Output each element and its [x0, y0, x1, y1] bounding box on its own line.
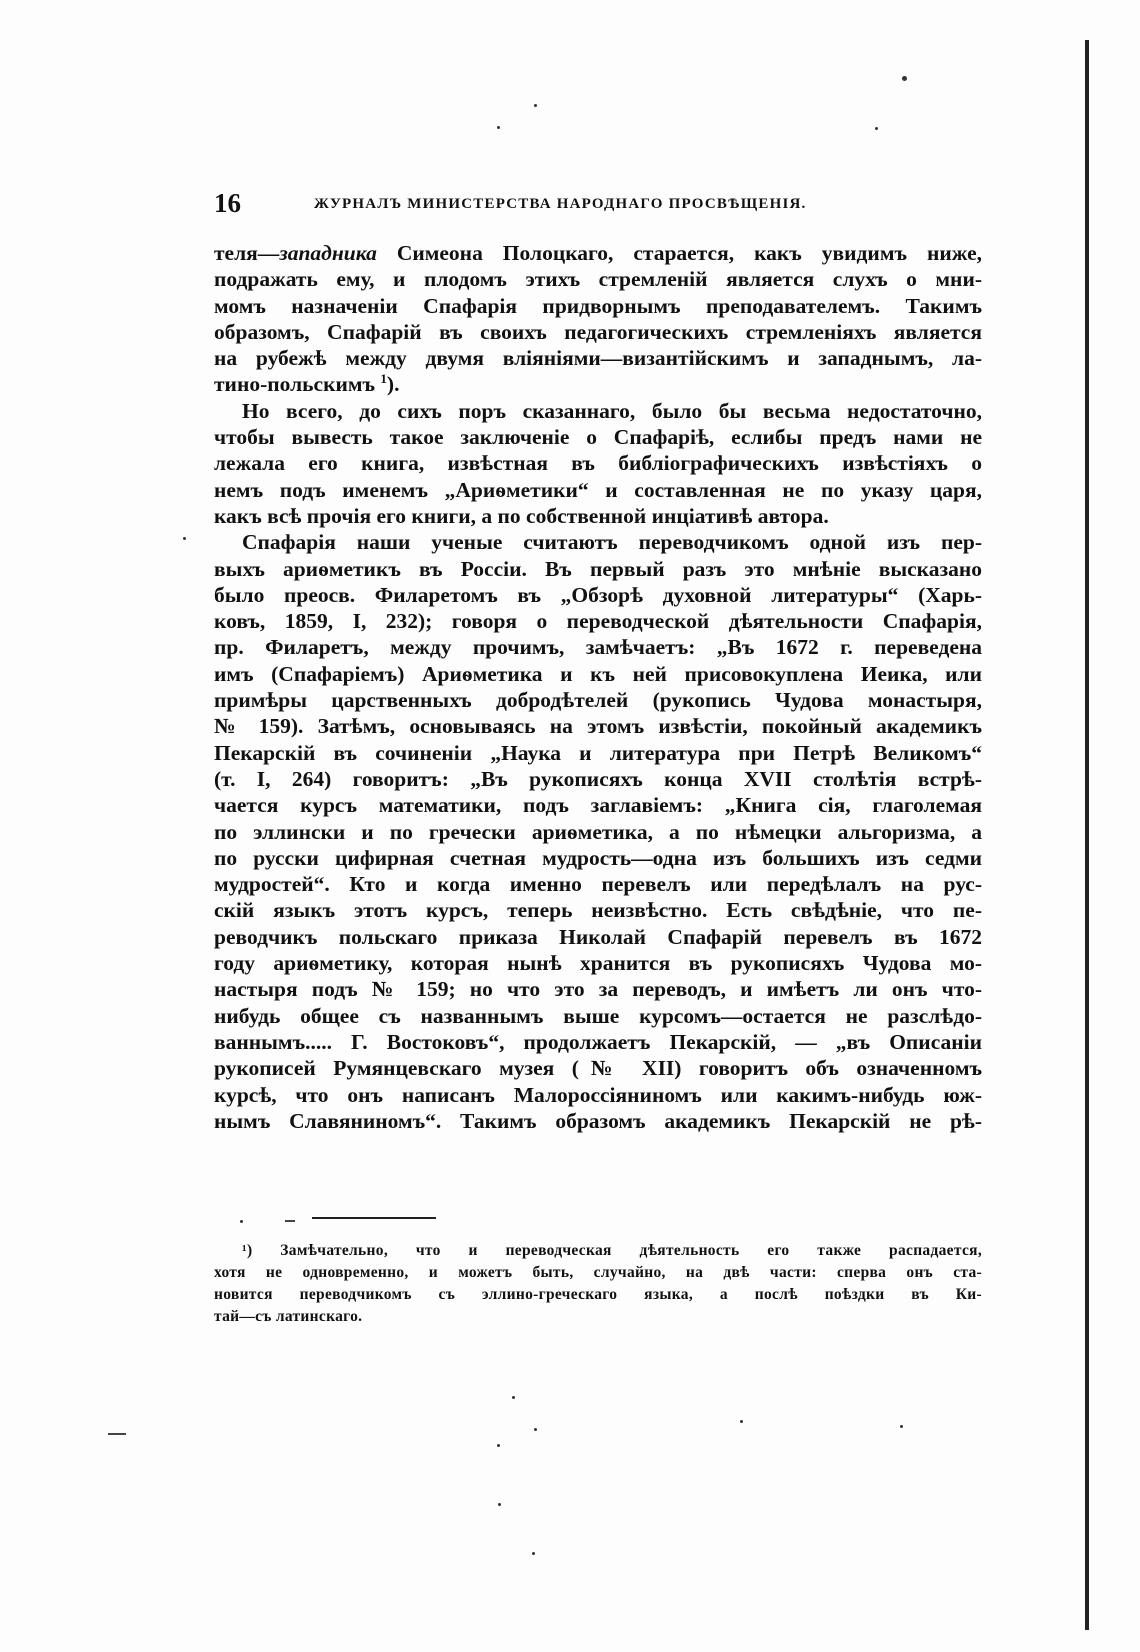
text-line: теля—западника Симеона Полоцкаго, старается, какъ увидимъ ниже, — [214, 241, 982, 265]
text-line: подражать ему, и плодомъ этихъ стремленій является слухъ о мни- — [214, 267, 982, 292]
text-line: Но всего, до сихъ поръ сказаннаго, было бы весьма недостаточно, — [242, 398, 982, 423]
text-line: Спафарія наши ученые считаютъ переводчикомъ одной изъ пер- — [242, 530, 982, 555]
footnote-line: тай—съ латинскаго. — [214, 1308, 363, 1325]
text-line: по эллински и по гречески ариѳметика, а по нѣмецки альгоризма, а — [214, 819, 982, 844]
text-line: момъ назначеніи Спафарія придворнымъ преподавателемъ. Такимъ — [214, 293, 982, 318]
scan-speck — [183, 537, 186, 540]
scan-speck — [875, 127, 878, 130]
main-text — [214, 240, 982, 1134]
footnote-marker: ¹) — [242, 1242, 253, 1259]
text-line: скій языкъ этотъ курсъ, теперь неизвѣстно. Есть свѣдѣніе, что пе- — [214, 898, 982, 923]
italic-term: западника — [279, 241, 377, 265]
text-line: нымъ Славяниномъ“. Такимъ образомъ академикъ Пекарскій не рѣ- — [214, 1108, 982, 1133]
scan-speck — [532, 1552, 535, 1555]
footnote-reference: 1 — [380, 371, 387, 387]
text-line: нибудь общее съ названнымъ выше курсомъ—остается не разслѣдо- — [214, 1003, 982, 1028]
text-line: было преосв. Филаретомъ въ „Обзорѣ духовной литературы“ (Харь- — [214, 582, 982, 607]
scan-speck — [498, 1503, 501, 1506]
page-header — [214, 188, 974, 228]
page-number: 16 — [214, 188, 241, 218]
text-line: какъ всѣ прочія его книги, а по собственной инціативѣ автора. — [214, 503, 829, 528]
text-line: имъ (Спафаріемъ) Ариѳметика и къ ней присовокуплена Иеика, или — [214, 661, 982, 686]
text-line: чтобы вывесть такое заключеніе о Спафаріѣ, еслибы предъ нами не — [214, 425, 982, 450]
footnote-line: ¹) Замѣчательно, что и переводческая дѣятельность его также распадается, — [242, 1242, 982, 1259]
scan-speck — [512, 1396, 515, 1399]
text-line: рукописей Румянцевскаго музея (№ XII) говоритъ объ означенномъ — [214, 1056, 982, 1081]
footnote — [214, 1240, 982, 1328]
scan-speck — [240, 1220, 243, 1223]
text-line: (т. I, 264) говоритъ: „Въ рукописяхъ конца XVII столѣтія встрѣ- — [214, 766, 982, 791]
text-line: Пекарскій въ сочиненіи „Наука и литература при Петрѣ Великомъ“ — [214, 740, 982, 765]
footnote-line: хотя не одновременно, и можетъ быть, случайно, на двѣ части: сперва онъ ста- — [214, 1264, 982, 1281]
scan-speck — [497, 1444, 500, 1447]
running-title: ЖУРНАЛЪ МИНИСТЕРСТВА НАРОДНАГО ПРОСВѢЩЕНІЯ. — [314, 196, 807, 212]
text-line: пр. Филаретъ, между прочимъ, замѣчаетъ: „Въ 1672 г. переведена — [214, 635, 982, 660]
footnote-divider — [312, 1217, 436, 1219]
text-line: выхъ ариѳметикъ въ Россіи. Въ первый разъ это мнѣніе высказано — [214, 556, 982, 581]
text-line: тино-польскимъ $^1$). — [214, 371, 400, 397]
text-line: образомъ, Спафарій въ своихъ педагогическихъ стремленіяхъ является — [214, 319, 982, 344]
text-line: курсѣ, что онъ написанъ Малороссіяниномъ или какимъ-нибудь юж- — [214, 1082, 982, 1107]
binding-edge-line — [1085, 40, 1089, 1630]
scan-speck — [534, 104, 537, 107]
text-line: мудростей“. Кто и когда именно перевелъ или передѣлалъ на рус- — [214, 872, 982, 897]
text-line: примѣры царственныхъ добродѣтелей (рукопись Чудова монастыря, — [214, 688, 982, 713]
text-line: настыря подъ № 159; но что это за переводъ, и имѣетъ ли онъ что- — [214, 977, 982, 1002]
text-line: на рубежѣ между двумя вліяніями—византійскимъ и западнымъ, ла- — [214, 346, 982, 371]
scan-mark — [108, 1433, 126, 1435]
scan-speck — [900, 1425, 903, 1428]
text-line: ваннымъ..... Г. Востоковъ“, продолжаетъ Пекарскій, — „въ Описаніи — [214, 1029, 982, 1054]
scan-speck — [497, 126, 500, 129]
scan-speck — [902, 76, 907, 81]
text-line: ковъ, 1859, I, 232); говоря о переводческой дѣятельности Спафарія, — [214, 609, 982, 634]
text-line: лежала его книга, извѣстная въ библіографическихъ извѣстіяхъ о — [214, 451, 982, 476]
text-line: году ариѳметику, которая нынѣ хранится въ рукописяхъ Чудова мо- — [214, 951, 982, 976]
scan-speck — [534, 1428, 537, 1431]
scan-speck — [740, 1420, 743, 1423]
text-line: чается курсъ математики, подъ заглавіемъ: „Книга сія, глаголемая — [214, 793, 982, 818]
text-line: № 159). Затѣмъ, основываясь на этомъ извѣстіи, покойный академикъ — [214, 714, 982, 739]
scan-mark — [285, 1220, 295, 1222]
text-line: по русски цифирная счетная мудрость—одна изъ большихъ изъ седми — [214, 845, 982, 870]
text-line: немъ подъ именемъ „Ариѳметики“ и составленная не по указу царя, — [214, 477, 982, 502]
footnote-line: новится переводчикомъ съ эллино-греческаго языка, а послѣ поѣздки въ Ки- — [214, 1286, 982, 1303]
text-line: реводчикъ польскаго приказа Николай Спафарій перевелъ въ 1672 — [214, 924, 982, 949]
